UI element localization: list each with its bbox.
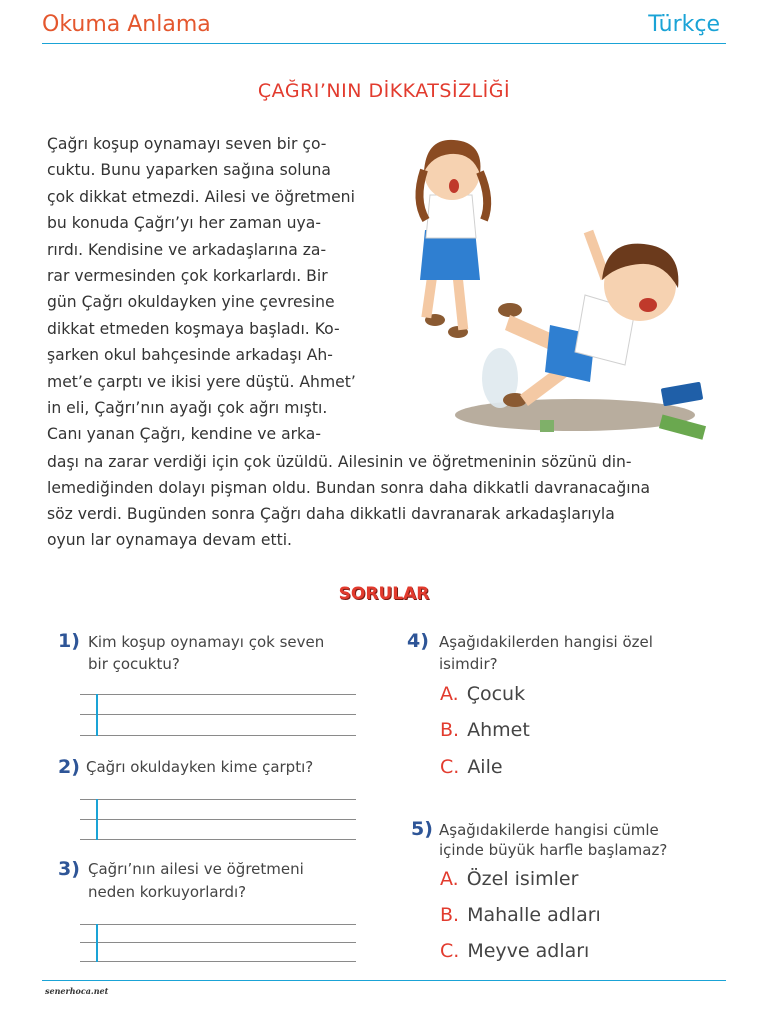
option-text: Özel isimler (466, 868, 579, 890)
option-5a[interactable] (440, 868, 578, 890)
question-text: isimdir? (439, 655, 498, 673)
story-line: oyun lar oynamaya devam etti. (47, 531, 292, 549)
option-5c[interactable] (440, 940, 589, 962)
story-line: Çağrı koşup oynamayı seven bir ço- (47, 135, 327, 153)
footer-site-name: senerhoca.net (45, 986, 109, 996)
answer-lines-3[interactable] (80, 920, 356, 970)
answer-lines-2[interactable] (80, 795, 356, 845)
option-letter: C. (440, 940, 460, 962)
story-title: ÇAĞRI’NIN DİKKATSİZLİĞİ (257, 80, 511, 102)
question-text: bir çocuktu? (88, 655, 180, 673)
story-line: söz verdi. Bugünden sonra Çağrı daha dikkatli davranarak arkadaşlarıyla (47, 505, 615, 523)
story-line: met’e çarptı ve ikisi yere düştü. Ahmet’ (47, 372, 356, 391)
header-subject-right: Türkçe (648, 12, 720, 37)
question-number: 3) (58, 858, 80, 880)
question-number: 1) (58, 630, 80, 652)
option-4a[interactable] (440, 683, 525, 705)
header-subject-left: Okuma Anlama (42, 12, 211, 37)
question-number: 5) (411, 818, 433, 840)
option-text: Mahalle adları (467, 904, 601, 926)
option-letter: C. (440, 756, 460, 778)
story-text-full-width (47, 449, 727, 553)
story-line: Canı yanan Çağrı, kendine ve arka- (47, 425, 321, 444)
option-letter: A. (440, 683, 459, 705)
question-text: neden korkuyorlardı? (88, 883, 247, 901)
story-line: rar vermesinden çok korkarlardı. Bir (47, 267, 328, 286)
story-line: dikkat etmeden koşmaya başladı. Ko- (47, 319, 340, 338)
header-divider (42, 43, 726, 44)
option-text: Aile (467, 756, 503, 778)
option-letter: A. (440, 868, 459, 890)
cup-shape (540, 420, 554, 432)
option-letter: B. (440, 719, 460, 741)
story-line: lemediğinden dolayı pişman oldu. Bundan sonra daha dikkatli davranacağına (47, 479, 651, 497)
footer-divider (42, 980, 726, 981)
story-text-column (47, 131, 359, 448)
story-line: daşı na zarar verdiği için çok üzüldü. Ailesinin ve öğretmeninin sözünü din- (47, 453, 632, 471)
questions-heading: SORULAR (338, 584, 430, 604)
story-line: rırdı. Kendisine ve arkadaşlarına za- (47, 240, 327, 259)
story-line: cuktu. Bunu yaparken sağına soluna (47, 161, 331, 180)
question-text: Çağrı’nın ailesi ve öğretmeni (88, 860, 304, 878)
question-text: Aşağıdakilerden hangisi özel (439, 633, 653, 651)
story-line: gün Çağrı okuldayken yine çevresine (47, 293, 335, 312)
question-text: Çağrı okuldayken kime çarptı? (86, 758, 314, 776)
story-line: bu konuda Çağrı’yı her zaman uya- (47, 214, 321, 233)
question-number: 4) (407, 630, 429, 652)
children-falling-illustration (380, 120, 725, 445)
option-5b[interactable] (440, 904, 601, 926)
girl-figure (419, 140, 487, 338)
question-text: Aşağıdakilerde hangisi cümle (439, 821, 659, 839)
option-text: Meyve adları (467, 940, 590, 962)
answer-lines-1[interactable] (80, 690, 356, 740)
question-text: Kim koşup oynamayı çok seven (88, 633, 325, 651)
option-4c[interactable] (440, 756, 503, 778)
option-letter: B. (440, 904, 460, 926)
boy-figure (498, 230, 678, 407)
option-text: Ahmet (467, 719, 530, 741)
question-text: içinde büyük harfle başlamaz? (439, 841, 668, 859)
question-number: 2) (58, 756, 80, 778)
story-line: şarken okul bahçesinde arkadaşı Ah- (47, 346, 333, 365)
option-4b[interactable] (440, 719, 530, 741)
option-text: Çocuk (466, 683, 526, 705)
story-line: çok dikkat etmezdi. Ailesi ve öğretmeni (47, 187, 355, 206)
story-line: in eli, Çağrı’nın ayağı çok ağrı mıştı. (47, 399, 328, 418)
